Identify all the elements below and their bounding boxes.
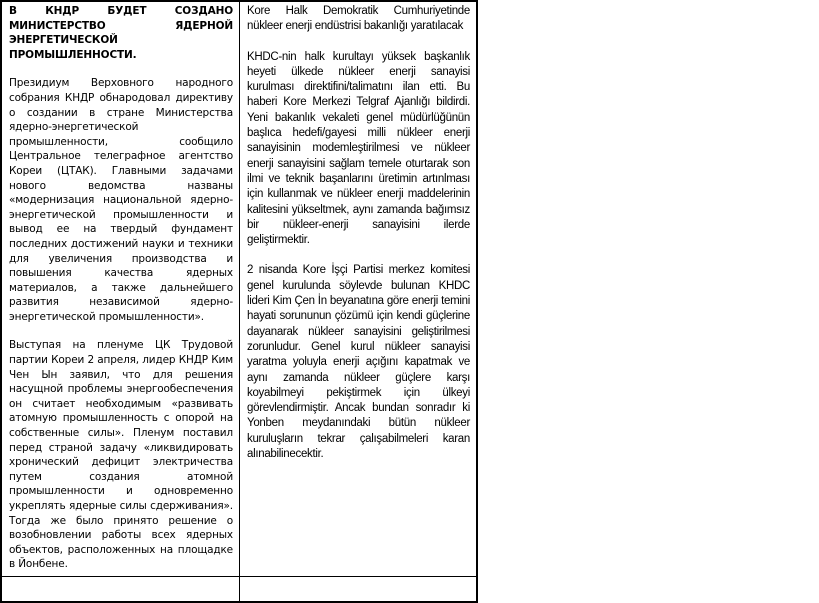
russian-paragraph-1: Президиум Верховного народного собрания КНДР обнародовал директиву о создании в стране Министерства ядерно-энергетической промышленности, сообщило Центральное телеграфное агентство Кореи (ЦТАК). Главными задачами нового ведомства названы «модернизация национальной ядерно-энергетической промышленности и вывод ее на твердый фундамент последних достижений науки и техники для увеличения производства и повышения качества ядерных материалов, а также дальнейшего развития независимой ядерно-энергетической промышленности». — [9, 77, 233, 323]
empty-cell-right — [240, 577, 476, 601]
turkish-paragraph-2: 2 nisanda Kore İşçi Partisi merkez komitesi genel kurulunda söylevde bulunan KHDC lideri Kim Çen İn beyanatına göre enerji temini hayati sorununun çözümü için kendi güçlerine dayanarak nükleer sanayisini geliştirilmesi zorunludur. Genel kurul nükleer sanayisi yaratma yoluyla enerji açığını kapatmak ve aynı zamanda nükleer güçlere karşı koyabilmeyi pekiştirmek için ülkeyi görevlendirmiştir. Ancak bundan sonradır ki Yonben meydanındaki bütün nükleer kuruluşların tekrar çalışabilmeleri karan alınabilinecektir. — [247, 264, 470, 461]
turkish-translation-cell — [240, 2, 476, 576]
russian-headline: В КНДР БУДЕТ СОЗДАНО МИНИСТЕРСТВО ЯДЕРНОЙ ЭНЕРГЕТИЧЕСКОЙ ПРОМЫШЛЕННОСТИ. — [9, 5, 233, 61]
empty-cell-left — [2, 577, 240, 601]
turkish-paragraph-1: KHDC-nin halk kurultayı yüksek başkanlık heyeti ülkede nükleer enerji sanayisi kurulması direktifini/talimatını ilan etti. Bu haberi Kore Merkezi Telgraf Ajanlığı bildirdi. Yeni bakanlık vekaleti genel müdürlüğünün başlıca hedefi/gayesi milli nükleer enerji sanayisinin modemleştirilmesi ve nükleer enerji sanayisini sağlam temele oturtarak son ilmi ve teknik başanlarını üretimin artınlması için kullanmak ve nükleer enerji maddelerinin kalitesini yükseltmek, aynı zamanda bağımsız bir nükleer-enerji sanayisini ilerde geliştirmektir. — [247, 50, 470, 247]
russian-source-cell — [2, 2, 240, 576]
empty-row — [2, 576, 476, 601]
content-row — [2, 2, 476, 576]
russian-paragraph-2: Выступая на пленуме ЦК Трудовой партии Кореи 2 апреля, лидер КНДР Ким Чен Ын заявил, что для решения насущной проблемы энергообеспечения он считает необходимым «развивать атомную промышленность с опорой на собственные силы». Пленум поставил перед страной задачу «ликвидировать хронический дефицит электричества путем создания атомной промышленности и одновременно укреплять ядерные силы сдерживания». Тогда же было принято решение о возобновлении работы всех ядерных объектов, расположенных на площадке в Йонбене. — [9, 339, 233, 571]
turkish-headline: Kore Halk Demokratik Cumhuriyetinde nükleer enerji endüstrisi bakanlığı yaratılacak — [247, 5, 470, 33]
